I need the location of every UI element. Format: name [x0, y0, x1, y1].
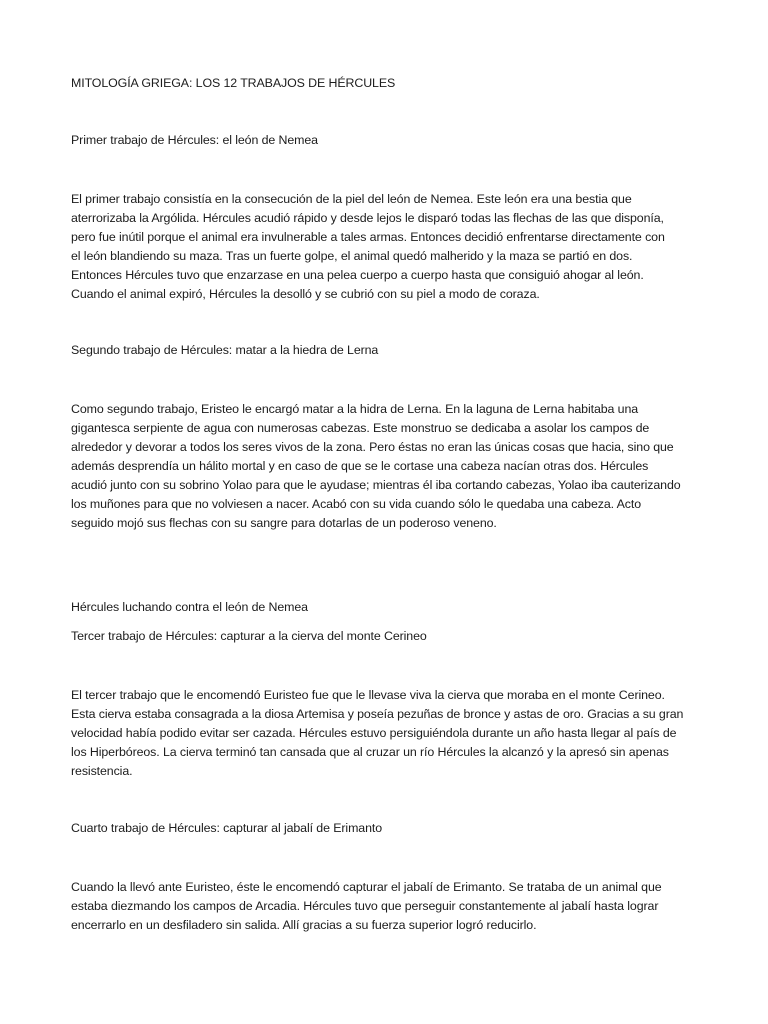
document-title: MITOLOGÍA GRIEGA: LOS 12 TRABAJOS DE HÉRCULES: [71, 76, 396, 90]
section-heading-4: Cuarto trabajo de Hércules: capturar al jabalí de Erimanto: [71, 821, 383, 835]
paragraph-line: acudió junto con su sobrino Yolao para que le ayudase; mientras él iba cortando cabezas, Yolao iba cauterizando: [71, 478, 681, 492]
paragraph-line: gigantesca serpiente de agua con numerosas cabezas. Este monstruo se dedicaba a asolar los campos de: [71, 421, 650, 435]
paragraph-line: El tercer trabajo que le encomendó Euristeo fue que le llevase viva la cierva que moraba en el monte Cerineo.: [71, 688, 665, 702]
section-heading-2: Segundo trabajo de Hércules: matar a la hiedra de Lerna: [71, 343, 379, 357]
section-paragraph-2: [71, 400, 701, 533]
paragraph-line: velocidad había podido evitar ser cazada. Hércules estuvo persiguiéndola durante un año hasta llegar al país de: [71, 726, 677, 740]
paragraph-line: el león blandiendo su maza. Tras un fuerte golpe, el animal quedó malherido y la maza se partió en dos.: [71, 249, 633, 263]
section-paragraph-4: [71, 878, 701, 935]
section-paragraph-1: [71, 190, 701, 304]
paragraph-line: pero fue inútil porque el animal era invulnerable a tales armas. Entonces decidió enfrentarse directamente con: [71, 230, 665, 244]
paragraph-line: resistencia.: [71, 764, 133, 778]
paragraph-line: Cuando la llevó ante Euristeo, éste le encomendó capturar el jabalí de Erimanto. Se trataba de un animal que: [71, 880, 662, 894]
paragraph-line: los Hiperbóreos. La cierva terminó tan cansada que al cruzar un río Hércules la alcanzó y la apresó sin apenas: [71, 745, 669, 759]
paragraph-line: los muñones para que no volviesen a nacer. Acabó con su vida cuando sólo le quedaba una cabeza. Acto: [71, 497, 642, 511]
paragraph-line: seguido mojó sus flechas con su sangre para dotarlas de un poderoso veneno.: [71, 516, 497, 530]
paragraph-line: encerrarlo en un desfiladero sin salida. Allí gracias a su fuerza superior logró reducirlo.: [71, 918, 537, 932]
paragraph-line: Cuando el animal expiró, Hércules la desolló y se cubrió con su piel a modo de coraza.: [71, 287, 540, 301]
paragraph-line: además desprendía un hálito mortal y en caso de que se le cortase una cabeza nacían otras dos. Hércules: [71, 459, 649, 473]
paragraph-line: Como segundo trabajo, Eristeo le encargó matar a la hidra de Lerna. En la laguna de Lerna habitaba una: [71, 402, 639, 416]
paragraph-line: estaba diezmando los campos de Arcadia. Hércules tuvo que perseguir constantemente al jabalí hasta lograr: [71, 899, 659, 913]
paragraph-line: El primer trabajo consistía en la consecución de la piel del león de Nemea. Este león era una bestia que: [71, 192, 632, 206]
image-caption: Hércules luchando contra el león de Nemea: [71, 600, 308, 614]
paragraph-line: Entonces Hércules tuvo que enzarzase en una pelea cuerpo a cuerpo hasta que consiguió ahogar al león.: [71, 268, 644, 282]
paragraph-line: Esta cierva estaba consagrada a la diosa Artemisa y poseía pezuñas de bronce y astas de oro. Gracias a su gran: [71, 707, 684, 721]
section-heading-3: Tercer trabajo de Hércules: capturar a la cierva del monte Cerineo: [71, 629, 427, 643]
section-paragraph-3: [71, 686, 701, 781]
paragraph-line: aterrorizaba la Argólida. Hércules acudió rápido y desde lejos le disparó todas las flechas de las que disponía,: [71, 211, 664, 225]
section-heading-1: Primer trabajo de Hércules: el león de Nemea: [71, 133, 318, 147]
paragraph-line: alrededor y devorar a todos los seres vivos de la zona. Pero éstas no eran las únicas cosas que hacia, sino que: [71, 440, 674, 454]
